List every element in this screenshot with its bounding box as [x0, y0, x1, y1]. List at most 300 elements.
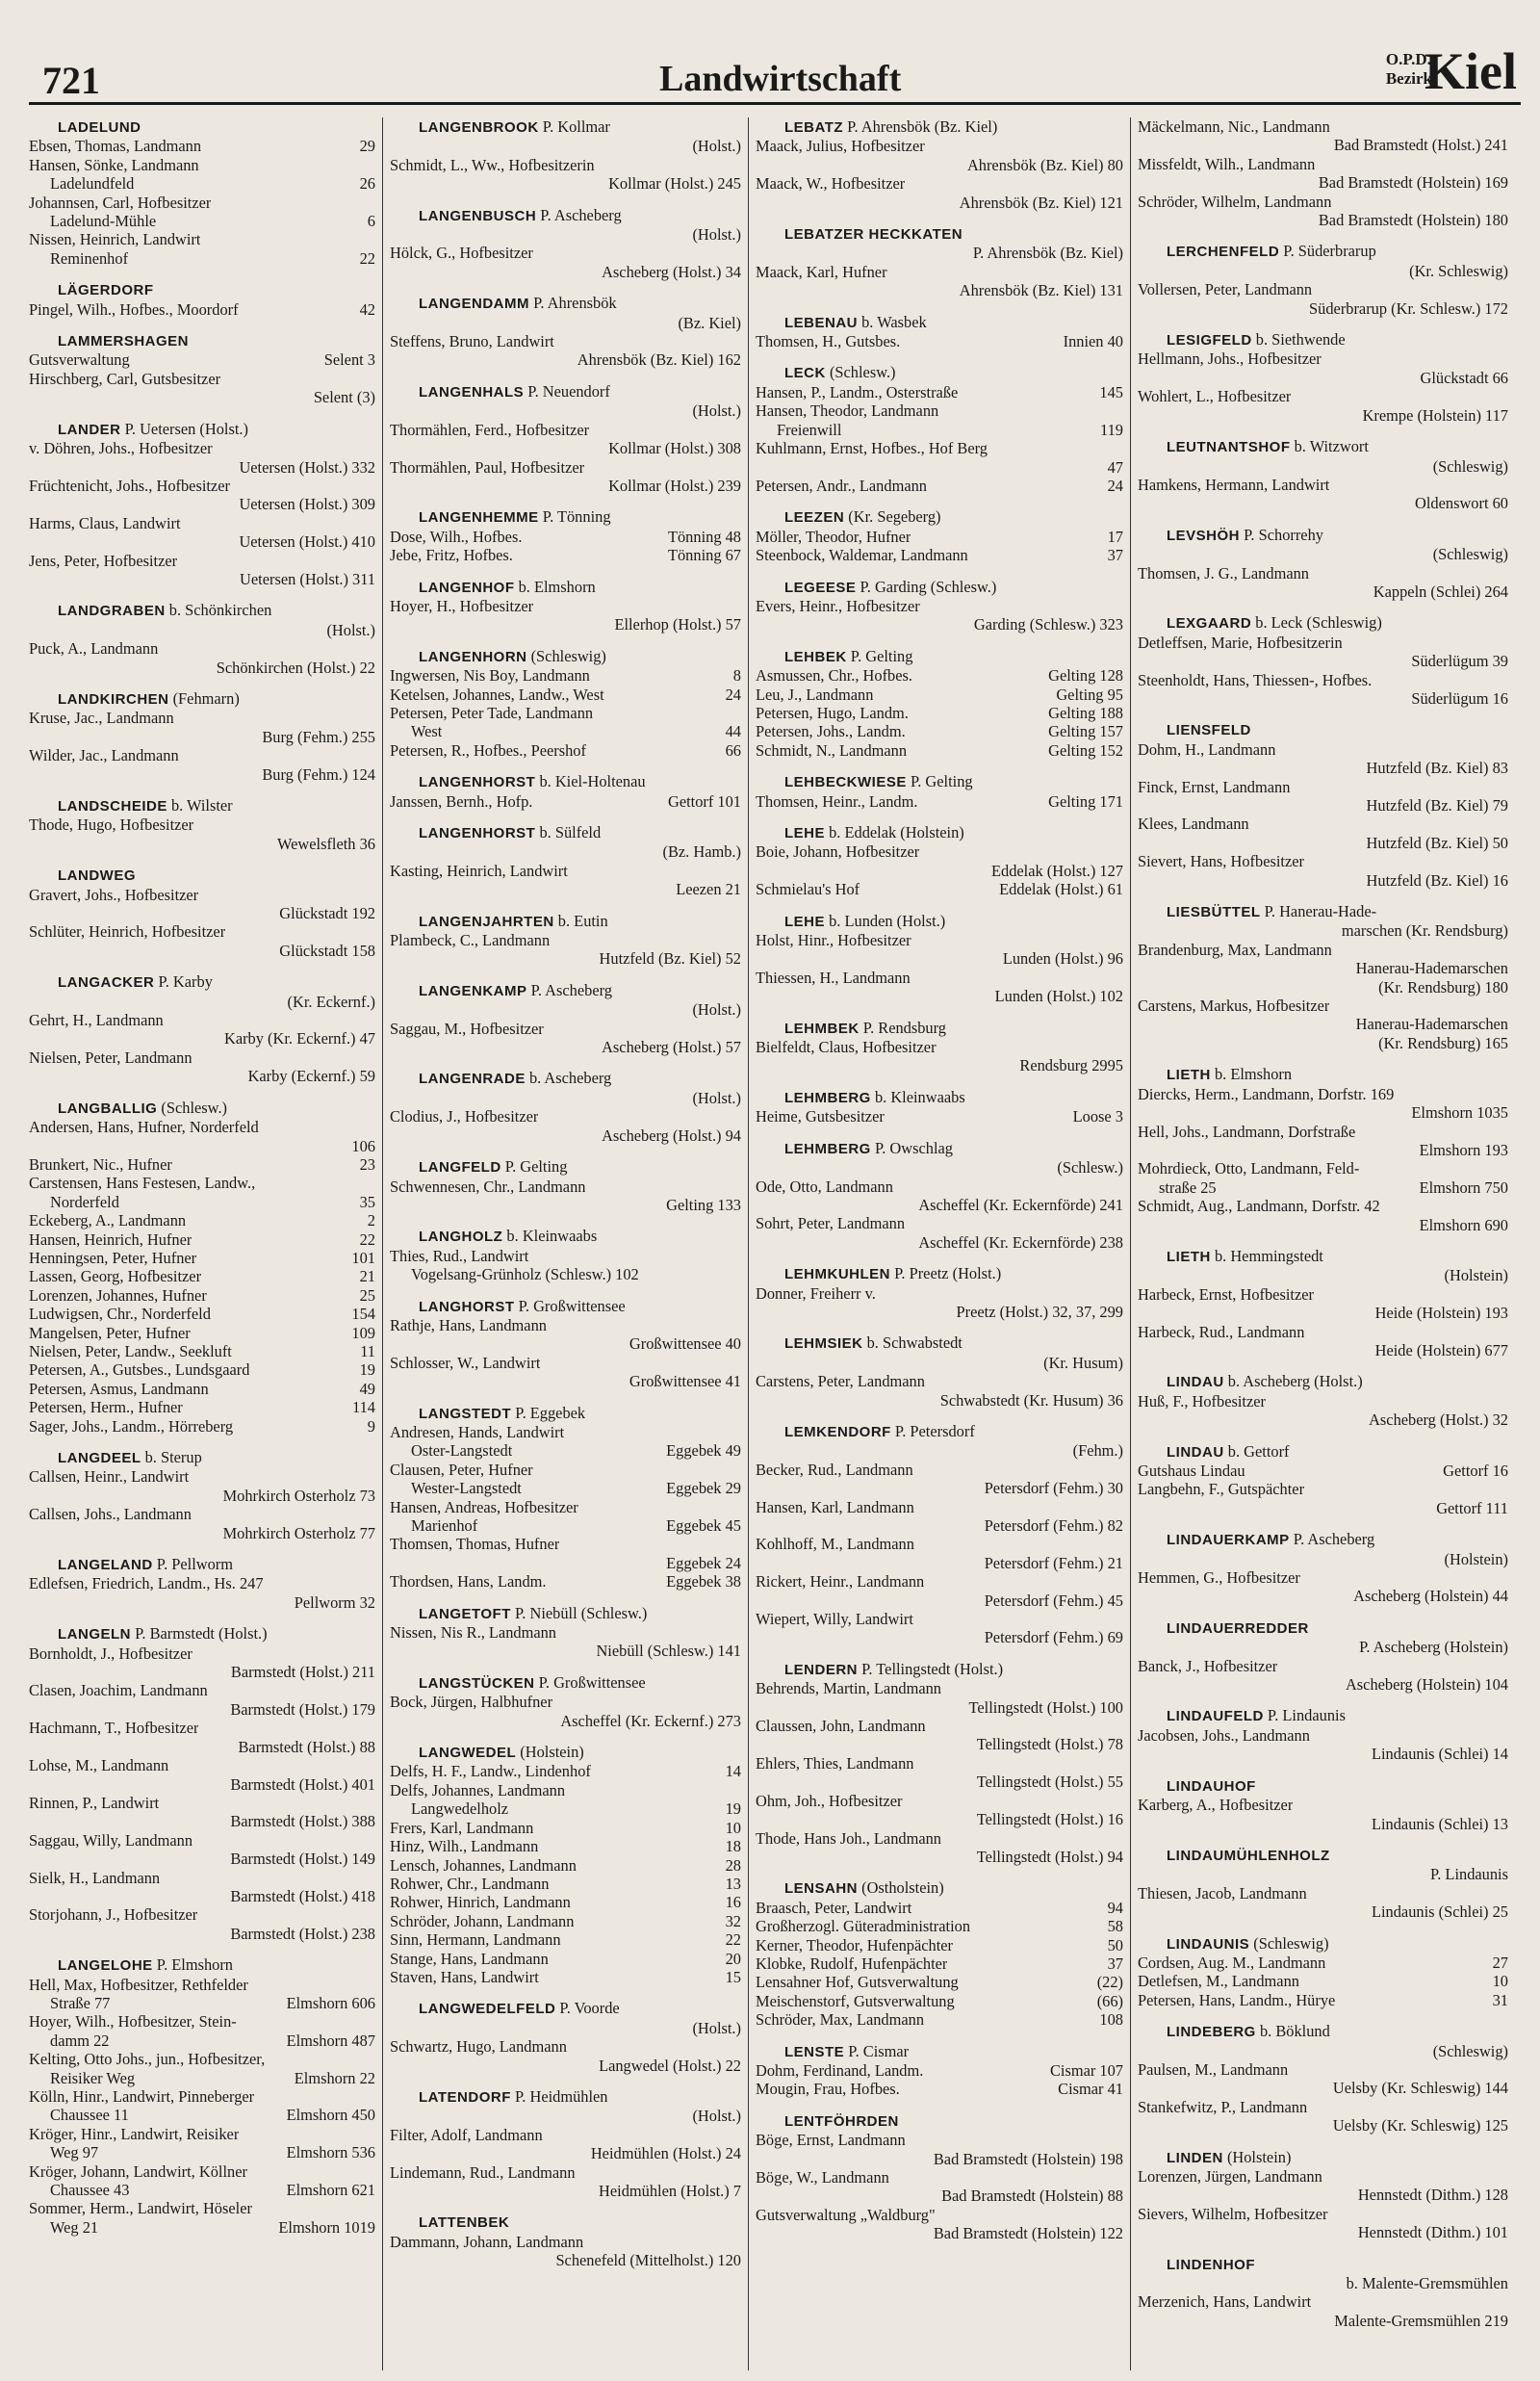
entry-continuation-line: [1138, 796, 1508, 815]
listing-entry: [756, 174, 1123, 212]
entry-phone-location: Elmshorn 487: [286, 2031, 375, 2050]
entry-name-line: [756, 137, 1123, 155]
listing-entry: [1138, 2060, 1508, 2098]
entry-name-line: [756, 666, 1123, 685]
listing-entry: [390, 528, 741, 546]
entry-name-line: [1138, 1657, 1508, 1675]
entry-phone-location: Hennstedt (Dithm.) 128: [1357, 2186, 1508, 2205]
entry-phone-location: [1116, 1038, 1123, 1056]
place-name: LEEZEN: [784, 509, 845, 527]
entry-text: Banck, J., Hofbesitzer: [1138, 1656, 1278, 1675]
place-heading: [390, 1743, 741, 1762]
entry-phone-location: [733, 1423, 741, 1441]
entry-text: Böge, W., Landmann: [756, 2168, 889, 2187]
entry-phone-location: Schönkirchen (Holst.) 22: [216, 658, 375, 677]
listing-entry: [390, 1461, 741, 1498]
place-postal-note: b. Kleinwaabs: [502, 1227, 598, 1246]
entry-name-line: [390, 1781, 741, 1799]
entry-phone-location: 21: [359, 1267, 375, 1286]
entry-continuation-line: [1138, 1103, 1508, 1122]
entry-text: Schmielau's Hof: [756, 880, 860, 899]
entry-phone-location: Tönning 48: [667, 527, 741, 546]
listing-entry: [29, 2199, 375, 2237]
place-name: LANGENBUSCH: [419, 207, 537, 224]
place-section: [29, 972, 375, 1085]
listing-entry: [756, 2168, 1123, 2206]
listing-entry: [756, 528, 1123, 546]
place-section: [756, 2042, 1123, 2099]
place-postal-note: b. Schönkirchen: [165, 601, 272, 620]
entry-name-line: [1138, 349, 1508, 368]
entry-text: Filter, Adolf, Landmann: [390, 2125, 543, 2144]
entry-phone-location: Leezen 21: [676, 880, 741, 899]
entry-phone-location: 106: [351, 1136, 375, 1155]
entry-phone-location: Pellworm 32: [294, 1592, 375, 1612]
entry-continuation-line: [29, 2032, 375, 2050]
entry-continuation-line: [390, 1265, 741, 1283]
listing-entry: [29, 156, 375, 194]
place-name: LANGWEDELFELD: [419, 2001, 556, 2018]
entry-text: Ehlers, Thies, Landmann: [756, 1753, 914, 1773]
place-section: [756, 647, 1123, 760]
entry-phone-location: [368, 2162, 375, 2181]
entry-phone-location: [733, 2037, 741, 2056]
place-heading: [756, 313, 1123, 332]
place-section: [390, 117, 741, 194]
entry-text: Rickert, Heinr., Landmann: [756, 1572, 925, 1592]
entry-text: Dose, Wilh., Hofbes.: [390, 527, 523, 546]
entry-phone-location: [368, 2050, 375, 2068]
entry-text: damm 22: [50, 2031, 110, 2050]
entry-continuation-line: [390, 350, 741, 369]
entry-continuation-line: [390, 615, 741, 634]
entry-phone-location: Eggebek 24: [666, 1553, 741, 1572]
entry-continuation-line: [1138, 2186, 1508, 2204]
place-postal-note: P. Petersdorf: [890, 1421, 975, 1440]
entry-name-line: [756, 1973, 1123, 1991]
entry-phone-location: Uetersen (Holst.) 311: [240, 569, 375, 588]
place-heading: [29, 1099, 375, 1118]
entry-name-line: [390, 1762, 741, 1780]
entry-text: Sielk, H., Landmann: [29, 1868, 161, 1887]
entry-name-line: [29, 2087, 375, 2106]
entry-phone-location: [733, 1020, 741, 1038]
listing-entry: [1138, 564, 1508, 602]
entry-name-line: [756, 1572, 1123, 1591]
entry-continuation-line: [756, 1303, 1123, 1321]
place-heading: [390, 823, 741, 842]
entry-text: Schröder, Max, Landmann: [756, 2010, 925, 2030]
place-section: [756, 363, 1123, 495]
entry-name-line: [756, 1284, 1123, 1303]
entry-name-line: [1138, 2292, 1508, 2311]
entry-text: Petersen, Herm., Hufner: [29, 1398, 183, 1417]
entry-name-line: [29, 1398, 375, 1416]
place-section: [756, 2111, 1123, 2243]
entry-text: Ladelund-Mühle: [50, 212, 157, 231]
entry-text: Bielfeldt, Claus, Hofbesitzer: [756, 1038, 937, 1057]
listing-entry: [756, 1535, 1123, 1572]
place-heading: [1138, 613, 1508, 633]
entry-text: Kerner, Theodor, Hufenpächter: [756, 1935, 953, 1954]
entry-name-line: [29, 1681, 375, 1699]
listing-entry: [29, 1267, 375, 1285]
place-name: LINDAUMÜHLENHOLZ: [1167, 1847, 1330, 1864]
entry-continuation-line: [756, 281, 1123, 299]
entry-phone-location: 22: [359, 1229, 375, 1249]
entry-phone-location: [368, 439, 375, 457]
entry-name-line: [29, 230, 375, 248]
listing-entry: [1138, 1159, 1508, 1197]
entry-continuation-line: [390, 1372, 741, 1390]
entry-text: Wester-Langstedt: [411, 1479, 522, 1498]
place-section: [29, 117, 375, 268]
entry-phone-location: Süderlügum 39: [1411, 652, 1508, 671]
entry-continuation-line: [29, 495, 375, 513]
place-heading: [390, 981, 741, 1000]
entry-phone-location: Rendsburg 2995: [1019, 1056, 1123, 1075]
listing-entry: [756, 263, 1123, 300]
place-region-note: (Bz. Kiel): [678, 313, 741, 332]
listing-entry: [756, 1498, 1123, 1536]
entry-phone-location: Tönning 67: [667, 546, 741, 565]
entry-name-line: [756, 2131, 1123, 2149]
place-heading: [390, 2087, 741, 2107]
entry-phone-location: Tellingstedt (Holst.) 55: [976, 1773, 1123, 1792]
entry-phone-location: [1116, 1178, 1123, 1196]
place-heading: [1138, 330, 1508, 349]
entry-name-line: [390, 1693, 741, 1711]
listing-entry: [756, 1107, 1123, 1126]
place-section: [29, 796, 375, 853]
entry-name-line: [1138, 1726, 1508, 1745]
listing-entry: [756, 1973, 1123, 1991]
entry-phone-location: Barmstedt (Holst.) 401: [230, 1774, 375, 1794]
entry-phone-location: [1116, 174, 1123, 193]
place-heading: [390, 578, 741, 597]
listing-entry: [756, 2131, 1123, 2168]
entry-text: Detleffsen, Marie, Hofbesitzerin: [1138, 633, 1343, 652]
place-section: [756, 313, 1123, 351]
entry-phone-location: 22: [725, 1930, 741, 1950]
listing-entry: [29, 1380, 375, 1398]
entry-phone-location: (66): [1096, 1991, 1123, 2010]
place-name: LÄGERDORF: [58, 282, 154, 299]
place-name: LIETH: [1167, 1248, 1211, 1265]
place-heading: [756, 912, 1123, 931]
entry-name-line: [1138, 1796, 1508, 1814]
entry-phone-location: Gelting 157: [1048, 722, 1123, 741]
entry-text: Harms, Claus, Landwirt: [29, 513, 181, 532]
entry-text: Hamkens, Hermann, Landwirt: [1138, 475, 1330, 494]
entry-phone-location: Ascheberg (Holst.) 57: [602, 1038, 741, 1057]
entry-name-line: [1138, 671, 1508, 689]
entry-text: Weg 97: [50, 2143, 99, 2162]
entry-text: Braasch, Peter, Landwirt: [756, 1898, 912, 1917]
entry-text: Andersen, Hans, Hufner, Norderfeld: [29, 1118, 259, 1137]
place-postal-note: b. Schwabstedt: [862, 1333, 962, 1353]
place-region-note: marschen (Kr. Rendsburg): [1341, 921, 1508, 941]
place-section: [756, 772, 1123, 811]
entry-text: Kasting, Heinrich, Landwirt: [390, 861, 568, 880]
entry-phone-location: [1116, 137, 1123, 155]
place-section: [390, 1673, 741, 1730]
entry-text: Mangelsen, Peter, Hufner: [29, 1323, 191, 1342]
entry-phone-location: 44: [725, 722, 741, 741]
entry-phone-location: [733, 931, 741, 949]
entry-text: Sievert, Hans, Hofbesitzer: [1138, 852, 1304, 871]
entry-continuation-line: [29, 1738, 375, 1756]
entry-phone-location: Heide (Holstein) 677: [1374, 1340, 1508, 1359]
entry-phone-location: Tellingstedt (Holst.) 78: [976, 1735, 1123, 1754]
entry-name-line: [1138, 1123, 1508, 1141]
entry-text: Thies, Rud., Landwirt: [390, 1246, 529, 1265]
place-heading: [29, 1955, 375, 1975]
place-name: LATENDORF: [419, 2088, 511, 2106]
place-postal-note: P. Garding (Schlesw.): [856, 577, 997, 596]
entry-text: Thormählen, Paul, Hofbesitzer: [390, 457, 585, 477]
entry-phone-location: [1116, 439, 1123, 457]
listing-entry: [390, 1498, 741, 1536]
listing-entry: [756, 969, 1123, 1006]
place-region-note: (Holst.): [692, 1000, 741, 1020]
entry-name-line: [29, 886, 375, 904]
entry-text: Sohrt, Peter, Landmann: [756, 1214, 906, 1233]
listing-entry: [756, 1717, 1123, 1754]
listing-entry: [756, 137, 1123, 174]
entry-phone-location: 108: [1099, 2010, 1123, 2030]
entry-text: Schmidt, Aug., Landmann, Dorfstr. 42: [1138, 1197, 1380, 1216]
listing-entry: [756, 332, 1123, 350]
entry-continuation-line: [29, 904, 375, 922]
listing-entry: [29, 2012, 375, 2050]
listing-entry: [29, 137, 375, 155]
place-name: LINDAUHOF: [1167, 1777, 1256, 1795]
entry-continuation-line: [1138, 1815, 1508, 1833]
entry-name-line: [29, 370, 375, 388]
entry-text: Edlefsen, Friedrich, Landm., Hs. 247: [29, 1574, 264, 1593]
entry-name-line: [756, 704, 1123, 722]
place-name: LEHE: [784, 913, 826, 930]
place-section: [756, 578, 1123, 634]
entry-text: Lorenzen, Johannes, Hufner: [29, 1285, 207, 1305]
entry-phone-location: [368, 709, 375, 727]
place-heading: [1138, 526, 1508, 545]
entry-continuation-line: [29, 1137, 375, 1155]
place-section: [1138, 902, 1508, 1052]
entry-name-line: [29, 1155, 375, 1174]
place-name: LEBATZER HECKKATEN: [784, 226, 963, 244]
place-postal-note: P. Elmshorn: [152, 1955, 234, 1975]
entry-text: Heime, Gutsbesitzer: [756, 1107, 885, 1126]
place-name: LANGENHORST: [419, 825, 536, 841]
listing-entry: [756, 597, 1123, 634]
entry-continuation-line: [29, 1700, 375, 1719]
place-region-note: (Kr. Eckernf.): [287, 992, 375, 1011]
entry-name-line: [756, 401, 1123, 420]
entry-text: Dammann, Johann, Landmann: [390, 2232, 584, 2251]
place-heading: [390, 1604, 741, 1623]
place-name: LANGENHEMME: [419, 509, 539, 527]
entry-phone-location: [368, 1011, 375, 1029]
entry-continuation-line: [29, 835, 375, 853]
place-name: LENSAHN: [784, 1880, 859, 1898]
listing-entry: [390, 1423, 741, 1461]
entry-phone-location: 37: [1107, 1954, 1123, 1973]
entry-text: Hell, Johs., Landmann, Dorfstraße: [1138, 1122, 1356, 1141]
place-heading: [756, 823, 1123, 842]
entry-text: Hell, Max, Hofbesitzer, Rethfelder: [29, 1975, 248, 1994]
listing-entry: [29, 1398, 375, 1416]
entry-phone-location: 47: [1107, 457, 1123, 477]
entry-phone-location: Elmshorn 193: [1419, 1140, 1508, 1159]
entry-phone-location: Preetz (Holst.) 32, 37, 299: [956, 1302, 1123, 1321]
entry-name-line: [390, 1423, 741, 1441]
entry-name-line: [756, 597, 1123, 615]
entry-name-line: [390, 2126, 741, 2144]
entry-phone-location: Hutzfeld (Bz. Kiel) 50: [1366, 833, 1508, 852]
entry-name-line: [756, 1679, 1123, 1697]
entry-text: Stankefwitz, P., Landmann: [1138, 2097, 1308, 2116]
entry-text: Klobke, Rudolf, Hufenpächter: [756, 1954, 948, 1973]
entry-phone-location: [733, 1178, 741, 1196]
entry-text: Harbeck, Ernst, Hofbesitzer: [1138, 1284, 1314, 1304]
entry-phone-location: [368, 1719, 375, 1737]
entry-text: Straße 77: [50, 1993, 111, 2012]
listing-entry: [1138, 349, 1508, 387]
listing-entry: [29, 1324, 375, 1342]
place-name: LATTENBEK: [419, 2214, 510, 2232]
entry-phone-location: Petersdorf (Fehm.) 21: [984, 1553, 1123, 1572]
listing-entry: [390, 931, 741, 969]
page-title: Landwirtschaft: [659, 59, 902, 99]
entry-name-line: [756, 1717, 1123, 1735]
listing-entry: [29, 2050, 375, 2087]
entry-continuation-line: [29, 570, 375, 588]
place-heading: [390, 117, 741, 137]
listing-entry: [756, 2061, 1123, 2080]
place-postal-note: P. Gelting: [846, 646, 913, 665]
place-postal-note: b. Eutin: [553, 911, 608, 930]
entry-text: West: [411, 722, 443, 741]
entry-phone-location: [1116, 1461, 1123, 1479]
entry-phone-location: Ascheberg (Holst.) 94: [602, 1126, 741, 1145]
listing-entry: [390, 156, 741, 194]
entry-continuation-line: [1138, 652, 1508, 670]
place-section: [390, 507, 741, 564]
entry-text: Storjohann, J., Hofbesitzer: [29, 1905, 198, 1925]
entry-phone-location: Loose 3: [1072, 1107, 1123, 1126]
place-name: LECK: [784, 365, 826, 382]
entry-text: Hirschberg, Carl, Gutsbesitzer: [29, 369, 221, 388]
entry-phone-location: Petersdorf (Fehm.) 45: [984, 1591, 1123, 1610]
place-section: [756, 1422, 1123, 1647]
place-name: LANGELOHE: [58, 1957, 153, 1975]
listing-entry: [29, 1286, 375, 1305]
entry-phone-location: Ellerhop (Holst.) 57: [614, 615, 741, 634]
entry-phone-location: 18: [725, 1837, 741, 1856]
place-section: [1138, 1372, 1508, 1429]
entry-phone-location: Cismar 107: [1049, 2060, 1123, 2080]
place-postal-note: b. Gettorf: [1223, 1441, 1290, 1461]
place-heading: [756, 1139, 1123, 1158]
entry-text: Thomsen, Heinr., Landm.: [756, 791, 918, 811]
entry-name-line: [756, 174, 1123, 193]
entry-continuation-line: [1138, 759, 1508, 777]
entry-phone-location: Lunden (Holst.) 96: [1002, 949, 1123, 969]
entry-phone-location: Petersdorf (Fehm.) 30: [984, 1479, 1123, 1498]
place-postal-note: (Schlesw.): [157, 1098, 228, 1117]
listing-entry: [29, 639, 375, 677]
entry-phone-location: 94: [1107, 1898, 1123, 1917]
entry-name-line: [29, 1719, 375, 1737]
place-heading: [756, 1333, 1123, 1353]
listing-entry: [390, 1781, 741, 1819]
entry-text: Lorenzen, Jürgen, Landmann: [1138, 2167, 1322, 2186]
entry-name-line: [29, 1048, 375, 1067]
entry-text: Steffens, Bruno, Landwirt: [390, 332, 554, 351]
entry-phone-location: Barmstedt (Holst.) 211: [230, 1663, 375, 1682]
place-region-note: (Holst.): [692, 137, 741, 156]
entry-phone-location: [1501, 1796, 1508, 1814]
entry-text: Finck, Ernst, Landmann: [1138, 777, 1291, 796]
entry-continuation-line: [29, 765, 375, 784]
entry-continuation-line: [1138, 2312, 1508, 2330]
entry-name-line: [390, 546, 741, 564]
place-name: LINDAU: [1167, 1374, 1224, 1391]
place-postal-note: P. Barmstedt (Holst.): [131, 1624, 268, 1643]
place-postal-note: P. Preetz (Holst.): [890, 1264, 1002, 1283]
entry-text: Kölln, Hinr., Landwirt, Pinneberger: [29, 2087, 255, 2106]
entry-name-line: [1138, 387, 1508, 405]
entry-phone-location: Hutzfeld (Bz. Kiel) 16: [1366, 870, 1508, 890]
place-section: [390, 1157, 741, 1214]
entry-continuation-line: [756, 1391, 1123, 1410]
entry-text: Hansen, Andreas, Hofbesitzer: [390, 1497, 578, 1516]
listing-entry: [1138, 778, 1508, 815]
column-divider: [382, 117, 383, 2370]
place-region-note: (Holst.): [326, 620, 375, 639]
listing-entry: [29, 1831, 375, 1869]
entry-text: Hemmen, G., Hofbesitzer: [1138, 1568, 1300, 1588]
entry-text: Ludwigsen, Chr., Norderfeld: [29, 1305, 211, 1324]
entry-name-line: [29, 1505, 375, 1523]
place-heading: [1138, 437, 1508, 456]
entry-text: Kröger, Johann, Landwirt, Köllner: [29, 2161, 247, 2181]
entry-phone-location: [368, 1118, 375, 1136]
entry-name-line: [756, 439, 1123, 457]
place-heading: [1138, 1846, 1508, 1865]
entry-text: Saggau, Willy, Landmann: [29, 1830, 193, 1850]
entry-continuation-line: [756, 1848, 1123, 1866]
entry-phone-location: [1501, 117, 1508, 136]
place-section: [1138, 242, 1508, 318]
listing-entry: [29, 1869, 375, 1906]
entry-continuation-line: [756, 1479, 1123, 1497]
entry-text: Detlefsen, M., Landmann: [1138, 1972, 1299, 1991]
entry-phone-location: 29: [359, 137, 375, 156]
entry-text: Schröder, Johann, Landmann: [390, 1911, 575, 1930]
entry-text: Kruse, Jac., Landmann: [29, 709, 174, 728]
entry-phone-location: Ahrensbök (Bz. Kiel) 80: [966, 155, 1123, 174]
place-heading: [1138, 1706, 1508, 1725]
entry-continuation-line: [756, 1810, 1123, 1828]
entry-name-line: [1138, 1884, 1508, 1902]
entry-phone-location: [1501, 740, 1508, 759]
place-name: LINDAUNIS: [1167, 1935, 1250, 1953]
entry-text: Norderfeld: [50, 1192, 119, 1211]
entry-phone-location: [1116, 1610, 1123, 1628]
